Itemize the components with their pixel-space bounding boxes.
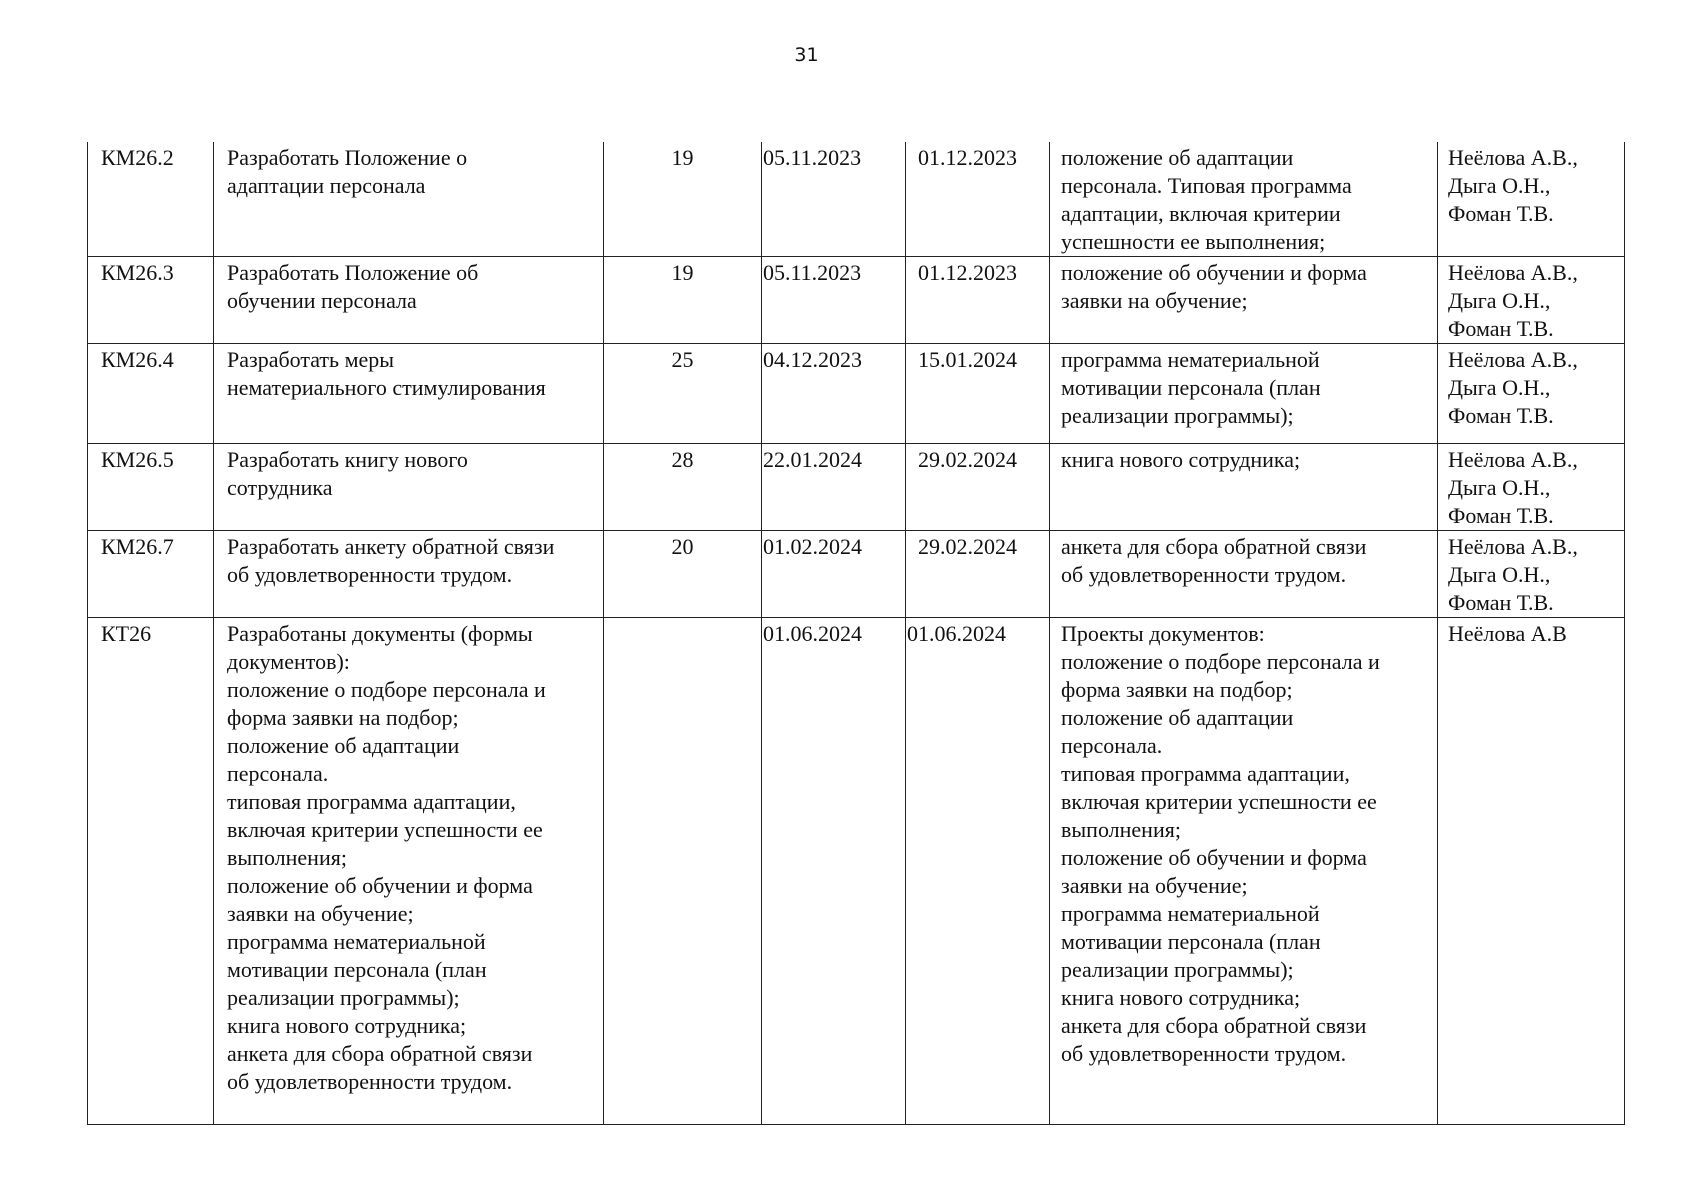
result-line: анкета для сбора обратной связи: [1061, 534, 1367, 559]
responsible-cell: [1438, 142, 1625, 257]
end-date-cell: 01.12.2023: [906, 257, 1050, 344]
result-line: типовая программа адаптации,: [1061, 761, 1350, 786]
result-line: персонала. Типовая программа: [1061, 173, 1352, 198]
result-line: успешности ее выполнения;: [1061, 229, 1326, 254]
task-description-line: Разработать Положение о: [227, 145, 468, 170]
result-line: заявки на обучение;: [1061, 288, 1248, 313]
end-date-cell: 15.01.2024: [906, 344, 1050, 444]
result-cell: [1050, 344, 1438, 444]
result-line: программа нематериальной: [1061, 901, 1320, 926]
task-description-line: Разработать меры: [227, 347, 395, 372]
plan-table-body: [88, 142, 1625, 1125]
result-line: включая критерии успешности ее: [1061, 789, 1377, 814]
responsible-line: Неёлова А.В.,: [1448, 534, 1578, 559]
table-row: [88, 344, 1625, 444]
result-line: положение о подборе персонала и: [1061, 649, 1380, 674]
task-description-line: положение об обучении и форма: [227, 873, 533, 898]
responsible-line: Неёлова А.В.,: [1448, 260, 1578, 285]
task-description-line: Разработаны документы (формы: [227, 621, 533, 646]
result-line: программа нематериальной: [1061, 347, 1320, 372]
task-description-line: документов):: [227, 649, 350, 674]
result-line: выполнения;: [1061, 817, 1181, 842]
task-description-cell: [214, 444, 604, 531]
result-line: положение об адаптации: [1061, 705, 1294, 730]
responsible-line: Фоман Т.В.: [1448, 316, 1554, 341]
duration-cell: 28: [604, 444, 762, 531]
start-date-cell: 05.11.2023: [762, 142, 906, 257]
duration-cell: 20: [604, 531, 762, 618]
result-cell: [1050, 142, 1438, 257]
task-description-line: адаптации персонала: [227, 173, 426, 198]
result-line: книга нового сотрудника;: [1061, 447, 1301, 472]
responsible-cell: [1438, 531, 1625, 618]
result-line: об удовлетворенности трудом.: [1061, 562, 1347, 587]
responsible-cell: [1438, 257, 1625, 344]
task-description-line: Разработать книгу нового: [227, 447, 468, 472]
task-description-line: анкета для сбора обратной связи: [227, 1041, 533, 1066]
start-date-cell: 22.01.2024: [762, 444, 906, 531]
task-description-line: обучении персонала: [227, 288, 417, 313]
task-description-line: об удовлетворенности трудом.: [227, 1069, 513, 1094]
result-cell: [1050, 531, 1438, 618]
duration-cell: [604, 618, 762, 1125]
task-description-cell: [214, 344, 604, 444]
table-row: [88, 142, 1625, 257]
result-line: адаптации, включая критерии: [1061, 201, 1341, 226]
result-line: персонала.: [1061, 733, 1163, 758]
result-line: положение об обучении и форма: [1061, 845, 1367, 870]
duration-cell: 19: [604, 142, 762, 257]
result-line: мотивации персонала (план: [1061, 375, 1321, 400]
responsible-line: Фоман Т.В.: [1448, 590, 1554, 615]
result-line: заявки на обучение;: [1061, 873, 1248, 898]
responsible-cell: [1438, 444, 1625, 531]
result-line: Проекты документов:: [1061, 621, 1265, 646]
task-code-cell: КМ26.2: [88, 142, 214, 257]
result-cell: [1050, 444, 1438, 531]
table-row: [88, 257, 1625, 344]
task-description-line: положение о подборе персонала и: [227, 677, 546, 702]
start-date-cell: 05.11.2023: [762, 257, 906, 344]
responsible-line: Неёлова А.В.,: [1448, 347, 1578, 372]
task-description-line: Разработать анкету обратной связи: [227, 534, 555, 559]
end-date-cell: 01.12.2023: [906, 142, 1050, 257]
duration-cell: 19: [604, 257, 762, 344]
table-row: [88, 618, 1625, 1125]
task-description-line: выполнения;: [227, 845, 347, 870]
result-cell: [1050, 257, 1438, 344]
task-description-line: книга нового сотрудника;: [227, 1013, 467, 1038]
end-date-cell: 29.02.2024: [906, 531, 1050, 618]
task-description-cell: [214, 142, 604, 257]
start-date-cell: 04.12.2023: [762, 344, 906, 444]
responsible-line: Фоман Т.В.: [1448, 403, 1554, 428]
task-code-cell: КТ26: [88, 618, 214, 1125]
task-description-line: Разработать Положение об: [227, 260, 479, 285]
task-description-line: об удовлетворенности трудом.: [227, 562, 513, 587]
result-line: положение об обучении и форма: [1061, 260, 1367, 285]
result-line: положение об адаптации: [1061, 145, 1294, 170]
responsible-line: Дыга О.Н.,: [1448, 173, 1551, 198]
task-description-line: включая критерии успешности ее: [227, 817, 543, 842]
result-line: анкета для сбора обратной связи: [1061, 1013, 1367, 1038]
responsible-line: Дыга О.Н.,: [1448, 475, 1551, 500]
start-date-cell: 01.06.2024: [762, 618, 906, 1125]
task-description-cell: [214, 257, 604, 344]
task-description-line: типовая программа адаптации,: [227, 789, 516, 814]
result-line: об удовлетворенности трудом.: [1061, 1041, 1347, 1066]
responsible-line: Дыга О.Н.,: [1448, 375, 1551, 400]
duration-cell: 25: [604, 344, 762, 444]
result-cell: [1050, 618, 1438, 1125]
responsible-line: Дыга О.Н.,: [1448, 288, 1551, 313]
task-description-line: программа нематериальной: [227, 929, 486, 954]
table-row: [88, 444, 1625, 531]
responsible-line: Неёлова А.В.,: [1448, 145, 1578, 170]
responsible-cell: [1438, 618, 1625, 1125]
task-description-cell: [214, 618, 604, 1125]
responsible-line: Неёлова А.В: [1448, 621, 1567, 646]
end-date-cell: 01.06.2024: [906, 618, 1050, 1125]
start-date-cell: 01.02.2024: [762, 531, 906, 618]
task-description-line: сотрудника: [227, 475, 333, 500]
end-date-cell: 29.02.2024: [906, 444, 1050, 531]
task-description-line: форма заявки на подбор;: [227, 705, 459, 730]
result-line: реализации программы);: [1061, 957, 1294, 982]
result-line: реализации программы);: [1061, 403, 1294, 428]
page-number: 31: [794, 44, 819, 66]
task-description-line: нематериального стимулирования: [227, 375, 546, 400]
table-row: [88, 531, 1625, 618]
task-description-line: персонала.: [227, 761, 329, 786]
task-code-cell: КМ26.3: [88, 257, 214, 344]
result-line: мотивации персонала (план: [1061, 929, 1321, 954]
responsible-line: Фоман Т.В.: [1448, 201, 1554, 226]
task-description-line: положение об адаптации: [227, 733, 460, 758]
task-description-cell: [214, 531, 604, 618]
responsible-line: Неёлова А.В.,: [1448, 447, 1578, 472]
plan-table: [87, 142, 1625, 1125]
responsible-line: Дыга О.Н.,: [1448, 562, 1551, 587]
responsible-cell: [1438, 344, 1625, 444]
task-description-line: реализации программы);: [227, 985, 460, 1010]
task-code-cell: КМ26.7: [88, 531, 214, 618]
result-line: книга нового сотрудника;: [1061, 985, 1301, 1010]
task-description-line: мотивации персонала (план: [227, 957, 487, 982]
task-code-cell: КМ26.5: [88, 444, 214, 531]
task-description-line: заявки на обучение;: [227, 901, 414, 926]
responsible-line: Фоман Т.В.: [1448, 503, 1554, 528]
result-line: форма заявки на подбор;: [1061, 677, 1293, 702]
task-code-cell: КМ26.4: [88, 344, 214, 444]
